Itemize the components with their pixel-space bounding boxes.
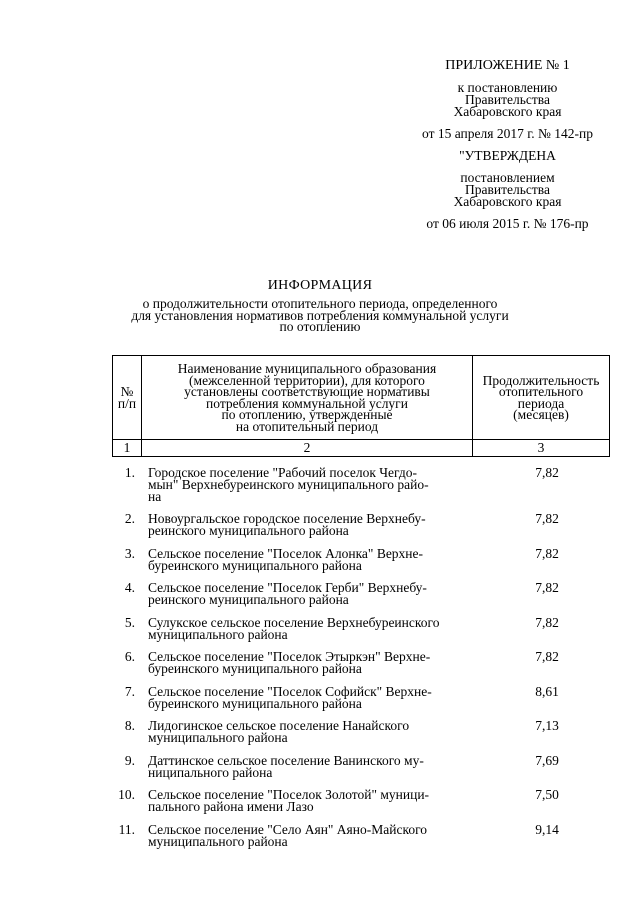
row-number: 10. (118, 787, 135, 802)
subtitle-line: о продолжительности отопительного периода, определенного (142, 296, 498, 311)
header-line: постановлением (460, 170, 555, 185)
table-body (112, 465, 612, 856)
row-number: 1. (124, 465, 135, 480)
col-number-header: № п/п (113, 356, 142, 440)
row-name: Сельское поселение "Поселок Герби" Верхнебу- реинского муниципального района (148, 580, 427, 607)
table-row (112, 787, 612, 822)
row-number: 4. (124, 580, 135, 595)
row-name: Новоургальское городское поселение Верхнебу- реинского муниципального района (148, 511, 426, 538)
row-number: 2. (124, 511, 135, 526)
row-number: 9. (124, 752, 135, 768)
subtitle-line: по отоплению (279, 319, 361, 334)
row-value: 7,50 (535, 787, 559, 802)
table-row (112, 718, 612, 753)
row-number: 7. (124, 683, 135, 699)
row-number: 6. (124, 649, 135, 664)
row-value: 8,61 (535, 683, 559, 699)
table-row (112, 465, 612, 511)
header-line: Правительства (465, 92, 550, 107)
table-row (112, 822, 612, 857)
header-line: от 06 июля 2015 г. № 176-пр (426, 216, 589, 231)
row-name: Сельское поселение "Поселок Этыркэн" Верхне- буреинского муниципального района (148, 649, 431, 676)
row-value: 7,82 (535, 511, 559, 526)
header-line: от 15 апреля 2017 г. № 142-пр (422, 126, 593, 141)
header-line: Хабаровского края (453, 104, 562, 119)
col-name-header: Наименование муниципального образования (межселенной территории), для которого установлены соответствующие нормативы потребления коммунальной услуги по отоплению, утвержденные на отопительный период (142, 356, 473, 440)
row-name: Лидогинское сельское поселение Нанайского муниципального района (148, 718, 410, 745)
row-value: 7,69 (535, 752, 559, 768)
col-index: 1 (113, 440, 142, 457)
header-line: Хабаровского края (453, 194, 562, 209)
col-index: 3 (473, 440, 610, 457)
col-index: 2 (142, 440, 473, 457)
table-row (112, 580, 612, 615)
table-row (112, 511, 612, 546)
col-duration-header: Продолжительность отопительного периода (месяцев) (473, 356, 610, 440)
row-number: 8. (124, 718, 135, 733)
row-value: 7,82 (535, 465, 559, 480)
row-value: 7,82 (535, 614, 559, 630)
table-row (112, 753, 612, 788)
row-name: Сулукское сельское поселение Верхнебуреинского муниципального района (148, 614, 440, 642)
appendix-header (405, 60, 610, 230)
table-header (112, 355, 610, 457)
row-name: Сельское поселение "Поселок Алонка" Верхне- буреинского муниципального района (148, 545, 424, 573)
table-row (112, 684, 612, 719)
header-line: к постановлению (457, 80, 558, 95)
table-row (112, 615, 612, 650)
row-value: 7,82 (535, 580, 559, 595)
row-number: 3. (124, 545, 135, 561)
row-name: Даттинское сельское поселение Ванинского му- ниципального района (148, 752, 424, 780)
row-name: Сельское поселение "Село Аян" Аяно-Майского муниципального района (148, 821, 428, 849)
header-line: Правительства (465, 182, 550, 197)
table-row (112, 649, 612, 684)
subtitle-line: для установления нормативов потребления коммунальной услуги (131, 307, 509, 323)
row-name: Сельское поселение "Поселок Золотой" муници- пального района имени Лазо (148, 787, 430, 814)
row-value: 7,82 (535, 545, 559, 561)
table-row (112, 546, 612, 581)
document-title: ИНФОРМАЦИЯ (267, 278, 373, 293)
row-name: Городское поселение "Рабочий поселок Чегдо- мын" Верхнебуреинского муниципального райо- на (148, 465, 429, 504)
document-subtitle (0, 298, 640, 333)
row-number: 5. (124, 614, 135, 630)
appendix-number: ПРИЛОЖЕНИЕ № 1 (445, 58, 570, 73)
row-value: 7,82 (535, 649, 559, 664)
row-value: 9,14 (535, 821, 559, 837)
row-name: Сельское поселение "Поселок Софийск" Верхне- буреинского муниципального района (148, 683, 432, 711)
row-number: 11. (118, 821, 135, 837)
approved-label: "УТВЕРЖДЕНА (459, 148, 556, 163)
row-value: 7,13 (535, 718, 559, 733)
